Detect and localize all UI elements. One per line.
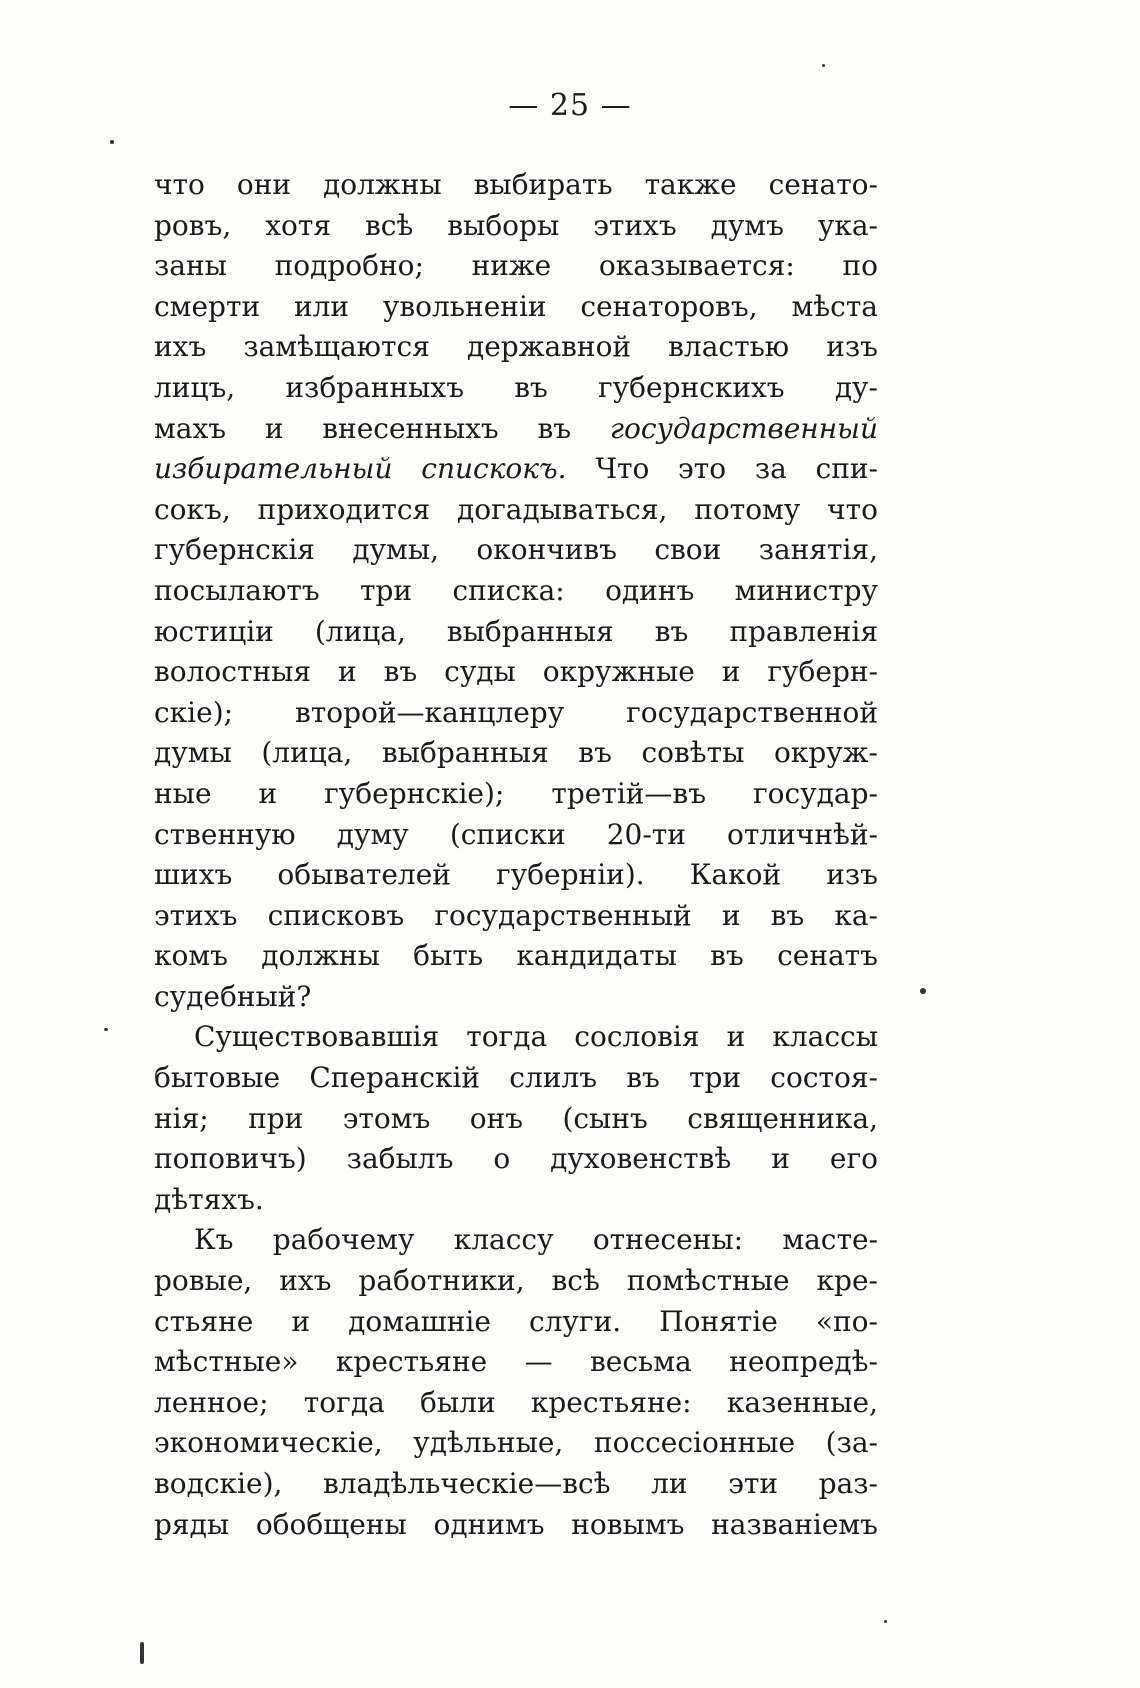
page-number: — 25 — <box>508 88 632 123</box>
line-text: сокъ, приходится догадываться, потому что <box>154 492 878 526</box>
text-line <box>154 733 878 774</box>
scan-speck <box>822 64 825 67</box>
line-text: нiя; при этомъ онъ (сынъ священника, <box>154 1101 878 1135</box>
line-text: судебный? <box>154 979 312 1013</box>
text-line <box>154 774 878 815</box>
line-text: мѣстные» крестьяне — весьма неопредѣ- <box>154 1345 878 1379</box>
text-line <box>154 287 878 328</box>
line-text: ряды обобщены однимъ новымъ названiемъ <box>154 1507 878 1541</box>
scan-speck <box>884 1620 887 1623</box>
text-line <box>154 1342 878 1383</box>
line-text: ихъ замѣщаются державной властью изъ <box>154 330 878 364</box>
text-line <box>154 977 878 1018</box>
text-line <box>154 896 878 937</box>
text-line <box>154 449 878 490</box>
line-text: что они должны выбирать также сенато- <box>154 168 878 201</box>
line-text: комъ должны быть кандидаты въ сенатъ <box>154 939 878 973</box>
text-line <box>154 815 878 856</box>
text-line <box>154 1058 878 1099</box>
line-text: думы (лица, выбранныя въ совѣты окруж- <box>154 736 878 770</box>
line-text: посылаютъ три списка: одинъ министру <box>154 573 878 607</box>
line-text: скiе); второй—канцлеру государственной <box>154 695 878 729</box>
line-text: ные и губернскiе); третiй—въ государ- <box>154 776 878 810</box>
line-text: лицъ, избранныхъ въ губернскихъ ду- <box>154 370 878 404</box>
line-text: бытовые Сперанскiй слилъ въ три состоя- <box>154 1061 878 1095</box>
line-text: Что это за спи- <box>595 452 878 486</box>
line-text: заны подробно; ниже оказывается: по <box>154 249 878 283</box>
text-line <box>154 490 878 531</box>
line-text: шихъ обывателей губерніи). Какой изъ <box>154 858 878 892</box>
italic-span: государственный <box>609 411 878 445</box>
scan-speck <box>110 140 114 144</box>
line-text: поповичъ) забылъ о духовенствѣ и его <box>154 1142 878 1176</box>
line-text: дѣтяхъ. <box>154 1182 264 1216</box>
text-line <box>154 409 878 450</box>
line-text: водскiе), владѣльческiе—всѣ ли эти раз- <box>154 1467 878 1500</box>
text-line <box>154 571 878 612</box>
text-line <box>154 855 878 896</box>
text-line <box>154 612 878 653</box>
text-line <box>154 1261 878 1302</box>
line-text: ленное; тогда были крестьяне: казенные, <box>154 1385 878 1419</box>
text-line <box>154 206 878 247</box>
line-text: махъ и внесенныхъ въ <box>154 411 572 445</box>
scan-speck <box>920 988 926 994</box>
text-line <box>154 1017 878 1058</box>
text-line <box>154 1423 878 1464</box>
text-line <box>154 1302 878 1343</box>
scan-speck <box>104 1028 108 1031</box>
body-text <box>154 165 878 1545</box>
line-text: юстицiи (лица, выбранныя въ правленiя <box>154 614 878 648</box>
text-line <box>154 530 878 571</box>
line-text: волостныя и въ суды окружные и губерн- <box>154 655 878 689</box>
text-line <box>154 1505 878 1546</box>
line-text: экономическiе, удѣльные, поссесiонные (за- <box>154 1426 878 1460</box>
line-text: ственную думу (списки 20-ти отличнѣй- <box>154 817 878 851</box>
line-text: смерти или увольненiи сенаторовъ, мѣста <box>154 289 878 323</box>
text-line <box>154 327 878 368</box>
text-line <box>154 165 878 206</box>
text-line <box>154 1220 878 1261</box>
scan-speck <box>140 1642 144 1664</box>
text-line <box>154 368 878 409</box>
line-text: ровъ, хотя всѣ выборы этихъ думъ ука- <box>154 208 878 242</box>
text-line <box>154 693 878 734</box>
text-line <box>154 1139 878 1180</box>
text-line <box>154 936 878 977</box>
line-text: стьяне и домашнiе слуги. Понятiе «по- <box>154 1304 878 1338</box>
text-line <box>154 1383 878 1424</box>
text-line <box>154 1464 878 1505</box>
line-text: этихъ списковъ государственный и въ ка- <box>154 898 878 932</box>
italic-span: избирательный спискокъ. <box>154 452 567 486</box>
text-line <box>154 1180 878 1221</box>
line-text: Существовавшiя тогда сословiя и классы <box>194 1020 878 1054</box>
line-text: Къ рабочему классу отнесены: масте- <box>194 1223 878 1257</box>
text-line <box>154 652 878 693</box>
text-line <box>154 246 878 287</box>
line-text: ровые, ихъ работники, всѣ помѣстные кре- <box>154 1264 878 1298</box>
text-line <box>154 1099 878 1140</box>
line-text: губернскiя думы, окончивъ свои занятiя, <box>154 533 878 567</box>
